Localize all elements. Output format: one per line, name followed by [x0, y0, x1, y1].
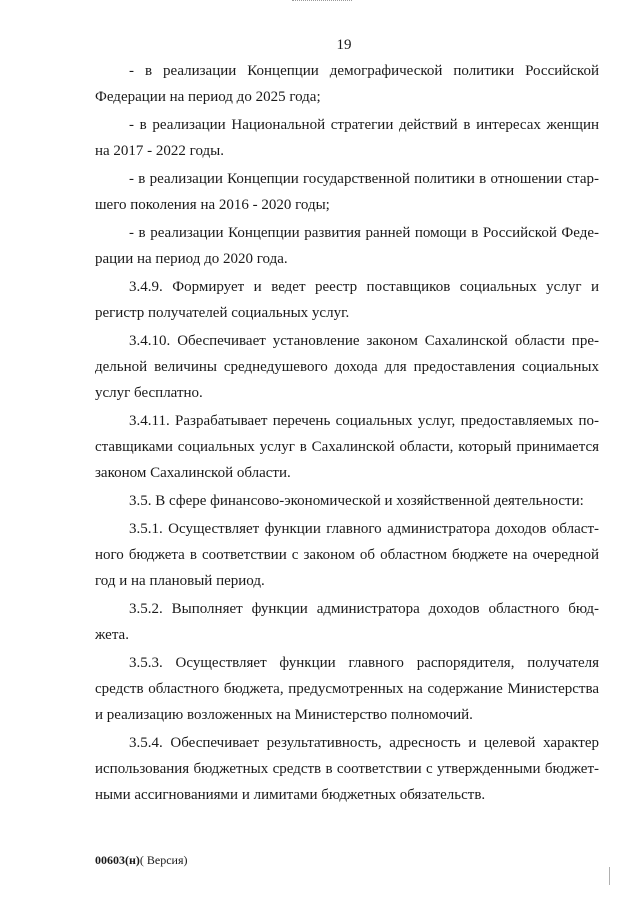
text-line: - в реализации Национальной стратегии действий в интересах женщин — [129, 117, 599, 133]
paragraph — [95, 220, 599, 272]
text-line: рации на период до 2020 года. — [95, 251, 288, 267]
text-line: 3.5.4. Обеспечивает результативность, адресность и целевой характер — [129, 735, 599, 751]
text-line: 3.5.3. Осуществляет функции главного распорядителя, получателя — [129, 655, 599, 671]
paragraph — [95, 730, 599, 808]
paragraph — [95, 328, 599, 406]
text-line: 3.4.11. Разрабатывает перечень социальных услуг, предоставляемых по- — [129, 413, 599, 429]
paragraph — [95, 408, 599, 486]
text-line: 3.4.10. Обеспечивает установление законом Сахалинской области пре- — [129, 333, 599, 349]
text-line: использования бюджетных средств в соответствии с утвержденными бюджет- — [95, 761, 599, 777]
text-line: средств областного бюджета, предусмотренных на содержание Министерства — [95, 681, 599, 697]
paragraph — [95, 166, 599, 218]
paragraph — [95, 274, 599, 326]
document-code: 00603(н) — [95, 853, 140, 867]
text-line: Федерации на период до 2025 года; — [95, 89, 321, 105]
paragraph — [95, 58, 599, 110]
text-line: ного бюджета в соответствии с законом об областном бюджете на очередной — [95, 547, 599, 563]
paragraph — [95, 650, 599, 728]
document-body — [95, 58, 599, 810]
text-line: услуг бесплатно. — [95, 385, 203, 401]
scan-artifact — [292, 0, 352, 5]
text-line: 3.5.2. Выполняет функции администратора доходов областного бюд- — [129, 601, 599, 617]
text-line: 3.5.1. Осуществляет функции главного администратора доходов област- — [129, 521, 599, 537]
paragraph — [95, 112, 599, 164]
text-line: - в реализации Концепции государственной политики в отношении стар- — [129, 171, 599, 187]
page-number: 19 — [336, 37, 352, 53]
text-line: ными ассигнованиями и лимитами бюджетных обязательств. — [95, 787, 486, 803]
text-line: - в реализации Концепции демографической политики Российской — [129, 63, 599, 79]
scan-artifact — [609, 867, 610, 885]
text-line: 3.4.9. Формирует и ведет реестр поставщиков социальных услуг и — [129, 279, 599, 295]
text-line: 3.5. В сфере финансово-экономической и хозяйственной деятельности: — [129, 493, 584, 509]
text-line: на 2017 - 2022 годы. — [95, 143, 224, 159]
text-line: жета. — [95, 627, 129, 643]
paragraph — [95, 488, 599, 514]
text-line: и реализацию возложенных на Министерство полномочий. — [95, 707, 473, 723]
paragraph — [95, 516, 599, 594]
text-line: дельной величины среднедушевого дохода для предоставления социальных — [95, 359, 599, 375]
text-line: законом Сахалинской области. — [95, 465, 291, 481]
text-line: ставщиками социальных услуг в Сахалинской области, который принимается — [95, 439, 599, 455]
document-version: ( Версия) — [139, 853, 188, 867]
document-footer — [95, 853, 188, 868]
text-line: - в реализации Концепции развития ранней помощи в Российской Феде- — [129, 225, 599, 241]
paragraph — [95, 596, 599, 648]
text-line: шего поколения на 2016 - 2020 годы; — [95, 197, 330, 213]
text-line: регистр получателей социальных услуг. — [95, 305, 350, 321]
text-line: год и на плановый период. — [95, 573, 265, 589]
